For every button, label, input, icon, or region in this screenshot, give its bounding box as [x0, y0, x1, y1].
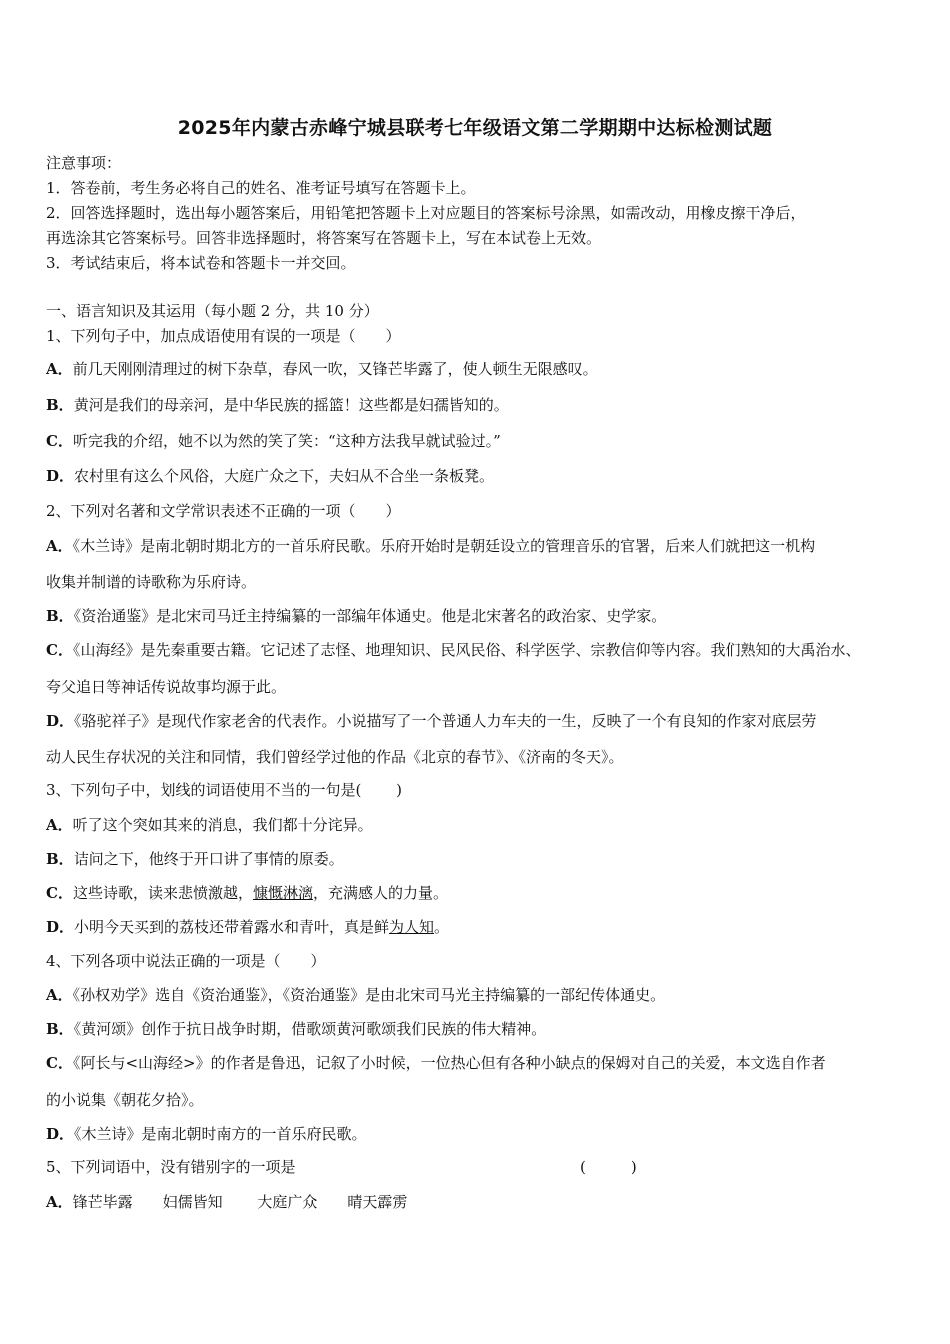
option-label: C． [46, 1054, 73, 1072]
option-text: ，充满感人的力量。 [312, 884, 448, 902]
q1-option-c [46, 431, 501, 451]
option-label: A． [46, 986, 73, 1004]
option-label: B． [46, 607, 74, 625]
option-text: 黄河是我们的母亲河，是中华民族的摇篮！这些都是妇孺皆知的。 [73, 396, 509, 414]
option-text: 这些诗歌，读来悲愤激越， [72, 884, 253, 902]
q5-option-a [46, 1192, 407, 1212]
option-text: 。 [434, 918, 450, 936]
option-text: 听完我的介绍，她不以为然的笑了笑：“这种方法我早就试验过。” [72, 432, 501, 450]
option-label: B． [46, 1020, 74, 1038]
option-label: C． [46, 884, 73, 902]
option-label: A． [46, 1193, 73, 1211]
option-label: D． [46, 467, 75, 485]
underlined-phrase: 为人知 [389, 918, 435, 936]
q4-option-c [46, 1053, 826, 1073]
question-1-stem: 1、下列句子中，加点成语使用有误的一项是（ ） [46, 327, 401, 345]
q2-option-a-cont: 收集并制谱的诗歌称为乐府诗。 [46, 573, 257, 591]
q1-option-d [46, 466, 494, 486]
option-label: A． [46, 816, 73, 834]
notice-item: 3．考试结束后，将本试卷和答题卡一并交回。 [46, 254, 356, 272]
option-label: D． [46, 918, 75, 936]
option-text: 《黄河颂》创作于抗日战争时期，借歌颂黄河歌颂我们民族的伟大精神。 [73, 1020, 547, 1038]
q2-option-a [46, 536, 815, 556]
q4-option-b [46, 1019, 546, 1039]
notice-item: 1．答卷前，考生务必将自己的姓名、准考证号填写在答题卡上。 [46, 179, 476, 197]
option-label: C． [46, 641, 73, 659]
notice-item: 再选涂其它答案标号。回答非选择题时，将答案写在答题卡上，写在本试卷上无效。 [46, 229, 602, 247]
option-label: C． [46, 432, 73, 450]
q3-option-c [46, 883, 448, 903]
option-label: D． [46, 1125, 75, 1143]
section-heading: 一、语言知识及其运用（每小题 2 分，共 10 分） [46, 302, 379, 320]
q3-option-d [46, 917, 449, 937]
q4-option-a [46, 985, 665, 1005]
q4-option-c-cont: 的小说集《朝花夕拾》。 [46, 1091, 204, 1109]
question-2-stem: 2、下列对名著和文学常识表述不正确的一项（ ） [46, 502, 401, 520]
notice-item: 2．回答选择题时，选出每小题答案后，用铅笔把答题卡上对应题目的答案标号涂黑，如需改动，用橡皮擦干净后， [46, 204, 806, 222]
option-text: 《骆驼祥子》是现代作家老舍的代表作。小说描写了一个普通人力车夫的一生，反映了一个有良知的作家对底层劳 [74, 712, 817, 730]
notice-heading: 注意事项： [46, 154, 122, 172]
option-text: 《山海经》是先秦重要古籍。它记述了志怪、地理知识、民风民俗、科学医学、宗教信仰等内容。我们熟知的大禹治水、 [72, 641, 861, 659]
q3-option-a [46, 815, 373, 835]
underlined-phrase: 慷慨淋漓 [252, 884, 313, 902]
option-text: 听了这个突如其来的消息，我们都十分诧异。 [72, 816, 373, 834]
option-text: 《资治通鉴》是北宋司马迁主持编纂的一部编年体通史。他是北宋著名的政治家、史学家。 [73, 607, 667, 625]
answer-paren: ( ) [580, 1158, 637, 1176]
option-label: A． [46, 360, 73, 378]
option-text: 诘问之下，他终于开口讲了事情的原委。 [73, 850, 344, 868]
q4-option-d [46, 1124, 367, 1144]
option-label: B． [46, 850, 74, 868]
option-text: 《木兰诗》是南北朝时南方的一首乐府民歌。 [74, 1125, 367, 1143]
option-text: 《阿长与<山海经>》的作者是鲁迅，记叙了小时候，一位热心但有各种小缺点的保姆对自己的关爱，本文选自作者 [72, 1054, 826, 1072]
question-4-stem: 4、下列各项中说法正确的一项是（ ） [46, 952, 326, 970]
q2-option-d-cont: 动人民生存状况的关注和同情，我们曾经学过他的作品《北京的春节》、《济南的冬天》。 [46, 748, 624, 766]
option-text: 《木兰诗》是南北朝时期北方的一首乐府民歌。乐府开始时是朝廷设立的管理音乐的官署，后来人们就把这一机构 [72, 537, 816, 555]
option-label: D． [46, 712, 75, 730]
q3-option-b [46, 849, 344, 869]
page-title: 2025年内蒙古赤峰宁城县联考七年级语文第二学期期中达标检测试题 [177, 117, 773, 139]
q2-option-d [46, 711, 817, 731]
question-5-stem: 5、下列词语中，没有错别字的一项是 [46, 1158, 296, 1176]
option-text: 小明今天买到的荔枝还带着露水和青叶，真是鲜 [74, 918, 390, 936]
option-label: A． [46, 537, 73, 555]
option-text: 前几天刚刚清理过的树下杂草，春风一吹，又锋芒毕露了，使人顿生无限感叹。 [72, 360, 598, 378]
q1-option-a [46, 359, 598, 379]
option-text: 农村里有这么个风俗，大庭广众之下，夫妇从不合坐一条板凳。 [74, 467, 495, 485]
q2-option-c-cont: 夸父追日等神话传说故事均源于此。 [46, 678, 287, 696]
question-3-stem: 3、下列句子中，划线的词语使用不当的一句是( ) [46, 781, 403, 799]
q2-option-b [46, 606, 666, 626]
option-text: 《孙权劝学》选自《资治通鉴》，《资治通鉴》是由北宋司马光主持编纂的一部纪传体通史。 [72, 986, 666, 1004]
option-label: B． [46, 396, 74, 414]
option-text: 锋芒毕露 妇儒皆知 大庭广众 晴天霹雳 [72, 1193, 408, 1211]
q2-option-c [46, 640, 860, 660]
q1-option-b [46, 395, 509, 415]
